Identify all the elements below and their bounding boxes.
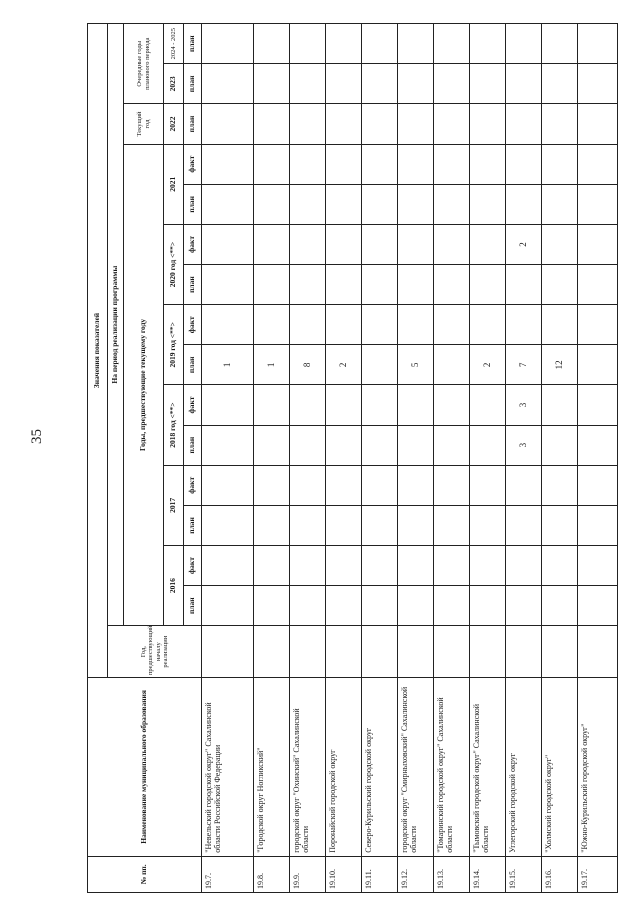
row-municipality-name: "Тымовский городской округ" Сахалинской области bbox=[470, 678, 506, 857]
cell-2017-fact bbox=[506, 465, 542, 505]
plan-label: план bbox=[184, 425, 202, 465]
cell-2020-fact bbox=[470, 224, 506, 264]
cell-2020-plan bbox=[434, 265, 470, 305]
cell-2021-plan bbox=[254, 184, 290, 224]
cell-2021-fact bbox=[362, 144, 398, 184]
cell-2022-plan bbox=[542, 104, 578, 144]
row-municipality-name: "Городской округ Ногликский" bbox=[254, 678, 290, 857]
table-row bbox=[578, 24, 618, 893]
cell-2017-fact bbox=[542, 465, 578, 505]
cell-2020-fact bbox=[434, 224, 470, 264]
cell-2021-plan bbox=[202, 184, 254, 224]
cell-year-before-start bbox=[506, 626, 542, 678]
cell-2017-fact bbox=[362, 465, 398, 505]
row-municipality-name: городской округ "Охинский" Сахалинской области bbox=[290, 678, 326, 857]
cell-2019-fact bbox=[542, 305, 578, 345]
plan-label: план bbox=[184, 345, 202, 385]
col-name-header: Наименование муниципального образования bbox=[88, 678, 202, 857]
cell-2016-fact bbox=[254, 546, 290, 586]
plan-label: план bbox=[184, 184, 202, 224]
cell-2016-plan bbox=[506, 586, 542, 626]
cell-2016-fact bbox=[542, 546, 578, 586]
cell-2024-2025-plan bbox=[506, 24, 542, 64]
year-2022-header: 2022 bbox=[164, 104, 184, 144]
page-number: 35 bbox=[29, 429, 45, 444]
cell-2018-plan bbox=[362, 425, 398, 465]
row-number: 19.11. bbox=[362, 856, 398, 892]
cell-2020-plan bbox=[202, 265, 254, 305]
cell-2020-plan bbox=[542, 265, 578, 305]
cell-2020-plan bbox=[398, 265, 434, 305]
cell-2020-plan bbox=[578, 265, 618, 305]
cell-2017-fact bbox=[470, 465, 506, 505]
cell-2019-fact bbox=[362, 305, 398, 345]
cell-year-before-start bbox=[290, 626, 326, 678]
fact-label: факт bbox=[184, 144, 202, 184]
cell-2021-plan bbox=[578, 184, 618, 224]
cell-2016-plan bbox=[326, 586, 362, 626]
row-municipality-name: "Томаринский городской округ" Сахалинской области bbox=[434, 678, 470, 857]
cell-year-before-start bbox=[202, 626, 254, 678]
year-2016-header: 2016 bbox=[164, 546, 184, 626]
indicators-header: Значения показателей bbox=[88, 24, 108, 678]
cell-2019-fact bbox=[398, 305, 434, 345]
row-municipality-name: "Невельский городской округ" Сахалинской области Российской Федерации bbox=[202, 678, 254, 857]
cell-year-before-start bbox=[362, 626, 398, 678]
table-row bbox=[326, 24, 362, 893]
table-row bbox=[290, 24, 326, 893]
cell-2016-fact bbox=[470, 546, 506, 586]
cell-2022-plan bbox=[254, 104, 290, 144]
cell-2019-plan: 2 bbox=[326, 345, 362, 385]
cell-2024-2025-plan bbox=[202, 24, 254, 64]
row-number: 19.16. bbox=[542, 856, 578, 892]
cell-2021-fact bbox=[578, 144, 618, 184]
cell-2020-plan bbox=[470, 265, 506, 305]
cell-2017-plan bbox=[290, 505, 326, 545]
cell-2019-plan: 12 bbox=[542, 345, 578, 385]
cell-2016-fact bbox=[202, 546, 254, 586]
cell-2022-plan bbox=[470, 104, 506, 144]
cell-2024-2025-plan bbox=[254, 24, 290, 64]
cell-year-before-start bbox=[326, 626, 362, 678]
cell-2024-2025-plan bbox=[434, 24, 470, 64]
fact-label: факт bbox=[184, 305, 202, 345]
row-number: 19.9. bbox=[290, 856, 326, 892]
cell-2021-plan bbox=[398, 184, 434, 224]
cell-2018-plan bbox=[290, 425, 326, 465]
year-2024-2025-header: 2024 - 2025 bbox=[164, 24, 184, 64]
table-row bbox=[542, 24, 578, 893]
cell-2020-plan bbox=[290, 265, 326, 305]
row-municipality-name: "Южно-Курильский городской округ" bbox=[578, 678, 618, 857]
plan-label: план bbox=[184, 586, 202, 626]
cell-2021-plan bbox=[470, 184, 506, 224]
cell-year-before-start bbox=[254, 626, 290, 678]
row-number: 19.10. bbox=[326, 856, 362, 892]
row-municipality-name: Северо-Курильский городской округ bbox=[362, 678, 398, 857]
table-row bbox=[470, 24, 506, 893]
cell-2019-plan: 5 bbox=[398, 345, 434, 385]
cell-2018-fact bbox=[542, 385, 578, 425]
cell-2020-fact bbox=[202, 224, 254, 264]
plan-label: план bbox=[184, 265, 202, 305]
year-before-start-header: Год, предшествующий началу реализации bbox=[108, 626, 202, 678]
cell-2016-plan bbox=[254, 586, 290, 626]
cell-2024-2025-plan bbox=[362, 24, 398, 64]
cell-2019-fact bbox=[290, 305, 326, 345]
cell-2017-plan bbox=[398, 505, 434, 545]
cell-2017-plan bbox=[506, 505, 542, 545]
cell-2021-fact bbox=[434, 144, 470, 184]
row-number: 19.14. bbox=[470, 856, 506, 892]
cell-2019-plan bbox=[578, 345, 618, 385]
cell-2018-fact: 3 bbox=[506, 385, 542, 425]
cell-2023-plan bbox=[362, 64, 398, 104]
realization-period-header: На период реализации программы bbox=[108, 24, 124, 626]
cell-2022-plan bbox=[578, 104, 618, 144]
cell-2016-fact bbox=[290, 546, 326, 586]
cell-2019-plan: 7 bbox=[506, 345, 542, 385]
cell-2024-2025-plan bbox=[578, 24, 618, 64]
cell-2022-plan bbox=[202, 104, 254, 144]
row-municipality-name: городской округ "Смирныховский" Сахалинской области bbox=[398, 678, 434, 857]
cell-2018-fact bbox=[362, 385, 398, 425]
table-row bbox=[506, 24, 542, 893]
cell-2017-plan bbox=[470, 505, 506, 545]
cell-2018-plan bbox=[202, 425, 254, 465]
cell-2020-plan bbox=[506, 265, 542, 305]
cell-2016-fact bbox=[398, 546, 434, 586]
table-body bbox=[202, 24, 618, 893]
cell-2021-plan bbox=[290, 184, 326, 224]
cell-2016-fact bbox=[506, 546, 542, 586]
col-num-header: № пп. bbox=[88, 856, 202, 892]
cell-2016-fact bbox=[578, 546, 618, 586]
cell-2017-plan bbox=[202, 505, 254, 545]
cell-2016-plan bbox=[362, 586, 398, 626]
cell-2023-plan bbox=[202, 64, 254, 104]
fact-label: факт bbox=[184, 224, 202, 264]
row-number: 19.15. bbox=[506, 856, 542, 892]
cell-2018-plan bbox=[398, 425, 434, 465]
cell-2023-plan bbox=[470, 64, 506, 104]
cell-2019-plan bbox=[434, 345, 470, 385]
cell-2019-plan: 1 bbox=[202, 345, 254, 385]
cell-2020-fact bbox=[398, 224, 434, 264]
next-years-header: Очередные годы планового периода bbox=[124, 24, 164, 104]
cell-2016-fact bbox=[326, 546, 362, 586]
year-2019-header: 2019 год <**> bbox=[164, 305, 184, 385]
row-number: 19.8. bbox=[254, 856, 290, 892]
cell-2016-plan bbox=[470, 586, 506, 626]
cell-2017-plan bbox=[362, 505, 398, 545]
cell-2021-fact bbox=[470, 144, 506, 184]
cell-2020-fact bbox=[578, 224, 618, 264]
cell-2021-plan bbox=[326, 184, 362, 224]
cell-2018-fact bbox=[470, 385, 506, 425]
cell-2023-plan bbox=[398, 64, 434, 104]
cell-2021-fact bbox=[506, 144, 542, 184]
cell-2018-fact bbox=[254, 385, 290, 425]
cell-2021-fact bbox=[542, 144, 578, 184]
cell-2021-plan bbox=[542, 184, 578, 224]
cell-2020-fact bbox=[326, 224, 362, 264]
cell-2023-plan bbox=[578, 64, 618, 104]
cell-2022-plan bbox=[362, 104, 398, 144]
cell-2018-plan bbox=[542, 425, 578, 465]
indicators-table bbox=[87, 23, 618, 893]
cell-2022-plan bbox=[398, 104, 434, 144]
table-row bbox=[254, 24, 290, 893]
cell-2019-plan: 1 bbox=[254, 345, 290, 385]
cell-2021-fact bbox=[254, 144, 290, 184]
cell-2021-plan bbox=[506, 184, 542, 224]
cell-2023-plan bbox=[326, 64, 362, 104]
cell-2024-2025-plan bbox=[398, 24, 434, 64]
cell-2016-plan bbox=[578, 586, 618, 626]
row-number: 19.12. bbox=[398, 856, 434, 892]
cell-2017-fact bbox=[202, 465, 254, 505]
year-2017-header: 2017 bbox=[164, 465, 184, 545]
cell-2024-2025-plan bbox=[290, 24, 326, 64]
cell-2018-fact bbox=[434, 385, 470, 425]
cell-2017-plan bbox=[326, 505, 362, 545]
row-number: 19.7. bbox=[202, 856, 254, 892]
row-municipality-name: "Холмский городской округ" bbox=[542, 678, 578, 857]
cell-year-before-start bbox=[398, 626, 434, 678]
cell-2020-fact: 2 bbox=[506, 224, 542, 264]
cell-2020-fact bbox=[254, 224, 290, 264]
cell-2017-fact bbox=[326, 465, 362, 505]
cell-2018-fact bbox=[326, 385, 362, 425]
year-2023-header: 2023 bbox=[164, 64, 184, 104]
cell-2021-fact bbox=[398, 144, 434, 184]
cell-2018-fact bbox=[578, 385, 618, 425]
cell-2020-fact bbox=[362, 224, 398, 264]
cell-2016-plan bbox=[434, 586, 470, 626]
cell-2019-fact bbox=[326, 305, 362, 345]
table-row bbox=[398, 24, 434, 893]
fact-label: факт bbox=[184, 465, 202, 505]
cell-2017-fact bbox=[254, 465, 290, 505]
cell-2019-plan: 8 bbox=[290, 345, 326, 385]
cell-2017-plan bbox=[254, 505, 290, 545]
plan-label: план bbox=[184, 64, 202, 104]
cell-2020-fact bbox=[542, 224, 578, 264]
cell-2016-fact bbox=[434, 546, 470, 586]
current-year-header: Текущий год bbox=[124, 104, 164, 144]
cell-2024-2025-plan bbox=[470, 24, 506, 64]
cell-2021-fact bbox=[202, 144, 254, 184]
plan-label: план bbox=[184, 104, 202, 144]
table-row bbox=[362, 24, 398, 893]
cell-2018-fact bbox=[202, 385, 254, 425]
cell-2022-plan bbox=[434, 104, 470, 144]
cell-2023-plan bbox=[290, 64, 326, 104]
cell-2018-fact bbox=[398, 385, 434, 425]
cell-2018-fact bbox=[290, 385, 326, 425]
cell-2023-plan bbox=[434, 64, 470, 104]
row-municipality-name: Поронайский городской округ bbox=[326, 678, 362, 857]
cell-year-before-start bbox=[434, 626, 470, 678]
row-number: 19.13. bbox=[434, 856, 470, 892]
cell-2024-2025-plan bbox=[542, 24, 578, 64]
fact-label: факт bbox=[184, 385, 202, 425]
cell-2019-fact bbox=[434, 305, 470, 345]
year-2020-header: 2020 год <**> bbox=[164, 224, 184, 304]
row-number: 19.17. bbox=[578, 856, 618, 892]
cell-2023-plan bbox=[506, 64, 542, 104]
cell-2017-fact bbox=[398, 465, 434, 505]
cell-2019-fact bbox=[254, 305, 290, 345]
cell-2017-plan bbox=[542, 505, 578, 545]
years-before-current-header: Годы, предшествующие текущему году bbox=[124, 144, 164, 626]
cell-2020-plan bbox=[326, 265, 362, 305]
cell-2018-plan: 3 bbox=[506, 425, 542, 465]
cell-year-before-start bbox=[542, 626, 578, 678]
cell-2019-fact bbox=[578, 305, 618, 345]
cell-2018-plan bbox=[434, 425, 470, 465]
cell-2023-plan bbox=[542, 64, 578, 104]
plan-label: план bbox=[184, 505, 202, 545]
rotated-table-container bbox=[87, 23, 617, 893]
cell-2019-fact bbox=[470, 305, 506, 345]
cell-2021-fact bbox=[290, 144, 326, 184]
cell-year-before-start bbox=[578, 626, 618, 678]
cell-2017-fact bbox=[290, 465, 326, 505]
cell-2018-plan bbox=[254, 425, 290, 465]
cell-2016-plan bbox=[542, 586, 578, 626]
cell-2016-plan bbox=[398, 586, 434, 626]
cell-2019-fact bbox=[506, 305, 542, 345]
cell-2022-plan bbox=[506, 104, 542, 144]
cell-2019-plan bbox=[362, 345, 398, 385]
cell-2022-plan bbox=[290, 104, 326, 144]
table-row bbox=[202, 24, 254, 893]
plan-label: план bbox=[184, 24, 202, 64]
row-municipality-name: Углегорский городской округ bbox=[506, 678, 542, 857]
year-2018-header: 2018 год <**> bbox=[164, 385, 184, 465]
cell-2021-fact bbox=[326, 144, 362, 184]
cell-2016-plan bbox=[202, 586, 254, 626]
cell-2021-plan bbox=[362, 184, 398, 224]
cell-2019-fact bbox=[202, 305, 254, 345]
table-row bbox=[434, 24, 470, 893]
cell-2017-fact bbox=[434, 465, 470, 505]
cell-2020-plan bbox=[254, 265, 290, 305]
cell-2021-plan bbox=[434, 184, 470, 224]
cell-2023-plan bbox=[254, 64, 290, 104]
cell-2018-plan bbox=[470, 425, 506, 465]
cell-2017-plan bbox=[578, 505, 618, 545]
cell-2017-fact bbox=[578, 465, 618, 505]
cell-2016-plan bbox=[290, 586, 326, 626]
cell-2016-fact bbox=[362, 546, 398, 586]
cell-2018-plan bbox=[326, 425, 362, 465]
year-2021-header: 2021 bbox=[164, 144, 184, 224]
cell-2017-plan bbox=[434, 505, 470, 545]
cell-2022-plan bbox=[326, 104, 362, 144]
fact-label: факт bbox=[184, 546, 202, 586]
cell-2019-plan: 2 bbox=[470, 345, 506, 385]
cell-2020-fact bbox=[290, 224, 326, 264]
cell-2020-plan bbox=[362, 265, 398, 305]
cell-year-before-start bbox=[470, 626, 506, 678]
cell-2024-2025-plan bbox=[326, 24, 362, 64]
cell-2018-plan bbox=[578, 425, 618, 465]
